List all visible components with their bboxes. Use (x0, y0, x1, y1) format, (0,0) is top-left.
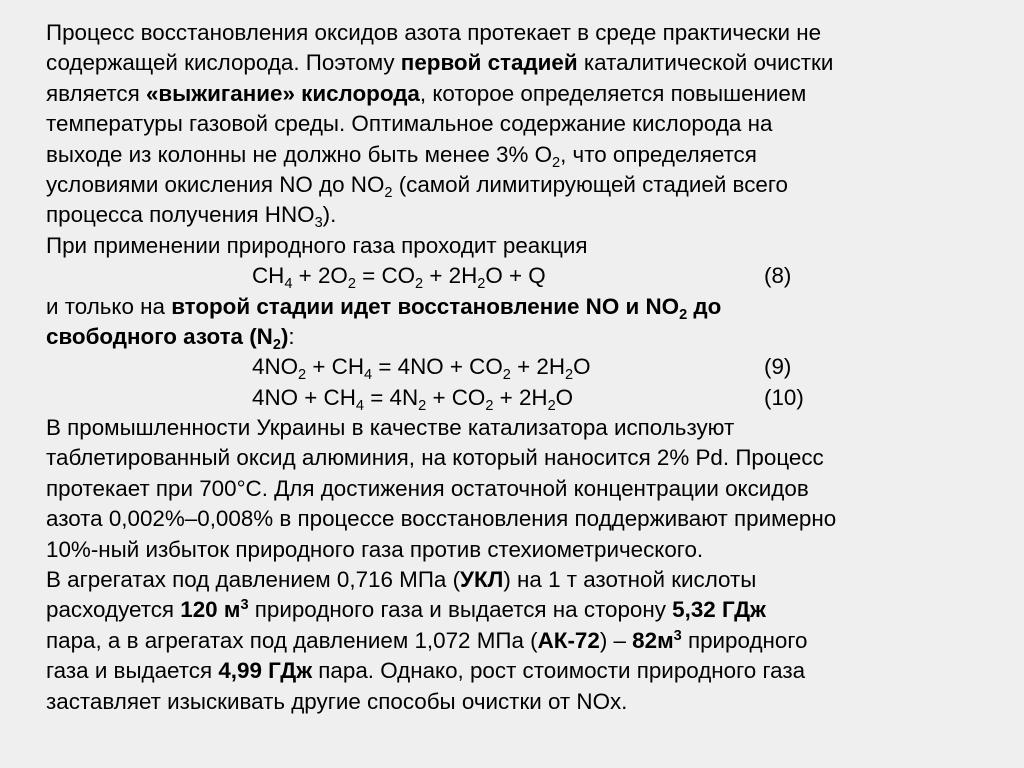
slide-text (46, 18, 996, 717)
text-run: расходуется (46, 597, 181, 623)
text-run: таблетированный оксид алюминия, на который наносится 2% Pd. Процесс (46, 445, 824, 471)
text-line (46, 109, 996, 139)
text-run: ) – (599, 627, 633, 653)
equation-10: $4NO + CH_4 = 4N_2 + CO_2 + 2H_2O$ (10) (252, 384, 804, 414)
equation-8: $CH_4 + 2O_2 = CO_2 + 2H_2O + Q$ (8) (252, 263, 792, 293)
bold-run: 120 $м^3$ (180, 597, 249, 623)
text-line (46, 565, 996, 595)
text-line (46, 443, 996, 473)
text-line (46, 170, 996, 200)
text-line (46, 595, 996, 625)
bold-run: АК-72 (537, 627, 600, 653)
equation-9: $4NO_2 + CH_4 = 4NO + CO_2 + 2H_2O$ (9) (252, 354, 792, 384)
text-line (46, 504, 996, 534)
text-run: пара. Однако, рост стоимости природного газа (312, 658, 806, 684)
text-line (46, 292, 996, 322)
bold-run: первой стадией (400, 50, 578, 76)
text-line (46, 79, 996, 109)
text-line (46, 626, 996, 656)
bold-run: «выжигание» кислорода (145, 80, 420, 106)
text-run: выходе из колонны не должно быть менее 3% O (46, 141, 552, 167)
bold-run: УКЛ (460, 567, 504, 593)
subscript: 2 (384, 185, 393, 202)
text-line (46, 474, 996, 504)
text-run: , которое определяется повышением (419, 80, 807, 106)
text-run: Процесс восстановления оксидов азота протекает в среде практически не (46, 20, 822, 45)
text-line (46, 18, 996, 48)
text-run: каталитической очистки (577, 50, 834, 76)
text-run: температуры газовой среды. Оптимальное содержание кислорода на (46, 111, 773, 137)
text-line (46, 200, 996, 230)
text-line (46, 48, 996, 78)
text-run: азота 0,002%–0,008% в процессе восстановления поддерживают примерно (46, 506, 837, 532)
text-run: пара, а в агрегатах под давлением 1,072 МПа ( (46, 627, 538, 653)
text-run: При применении природного газа проходит реакция (46, 232, 588, 258)
text-line (46, 413, 996, 443)
text-line (46, 231, 996, 261)
equation-number: (9) (764, 354, 792, 380)
text-run: газа и выдается (46, 658, 219, 684)
text-run: протекает при 700°С. Для достижения остаточной концентрации оксидов (46, 475, 809, 501)
text-run: природного газа и выдается на сторону (248, 597, 673, 623)
text-run: , что определяется (560, 141, 757, 167)
bold-run: свободного азота $(N_2)$ (46, 323, 289, 353)
text-run: 10%-ный избыток природного газа против стехиометрического. (46, 536, 704, 562)
subscript: 3 (314, 215, 323, 232)
bold-run: второй стадии идет восстановление NO и $NO_2$ до (171, 293, 722, 323)
bold-run: $82м^3$ (632, 627, 682, 653)
text-run: природного (681, 627, 808, 653)
text-run: В промышленности Украины в качестве катализатора используют (46, 415, 735, 441)
bold-run: 5,32 ГДж (672, 597, 766, 623)
text-line (46, 322, 996, 352)
text-run: ) на 1 т азотной кислоты (503, 567, 757, 593)
text-line (46, 656, 996, 686)
text-run: (самой лимитирующей стадией всего (392, 171, 788, 197)
text-line (46, 140, 996, 170)
equation-number: (10) (764, 384, 804, 410)
text-run: условиями окисления NO до NO (46, 171, 385, 197)
text-run: процесса получения HNO (46, 202, 315, 228)
text-line (46, 687, 996, 717)
text-run: является (46, 80, 146, 106)
text-run: и только на (46, 293, 172, 319)
text-run: : (288, 323, 295, 349)
equation-number: (8) (764, 263, 792, 289)
bold-run: 4,99 ГДж (218, 658, 313, 684)
text-run: В агрегатах под давлением 0,716 МПа ( (46, 567, 461, 593)
text-line (46, 535, 996, 565)
text-run: содержащей кислорода. Поэтому (46, 50, 401, 76)
subscript: 2 (552, 154, 561, 171)
text-run: заставляет изыскивать другие способы очистки от NOx. (46, 688, 628, 714)
text-run: ). (322, 202, 337, 228)
